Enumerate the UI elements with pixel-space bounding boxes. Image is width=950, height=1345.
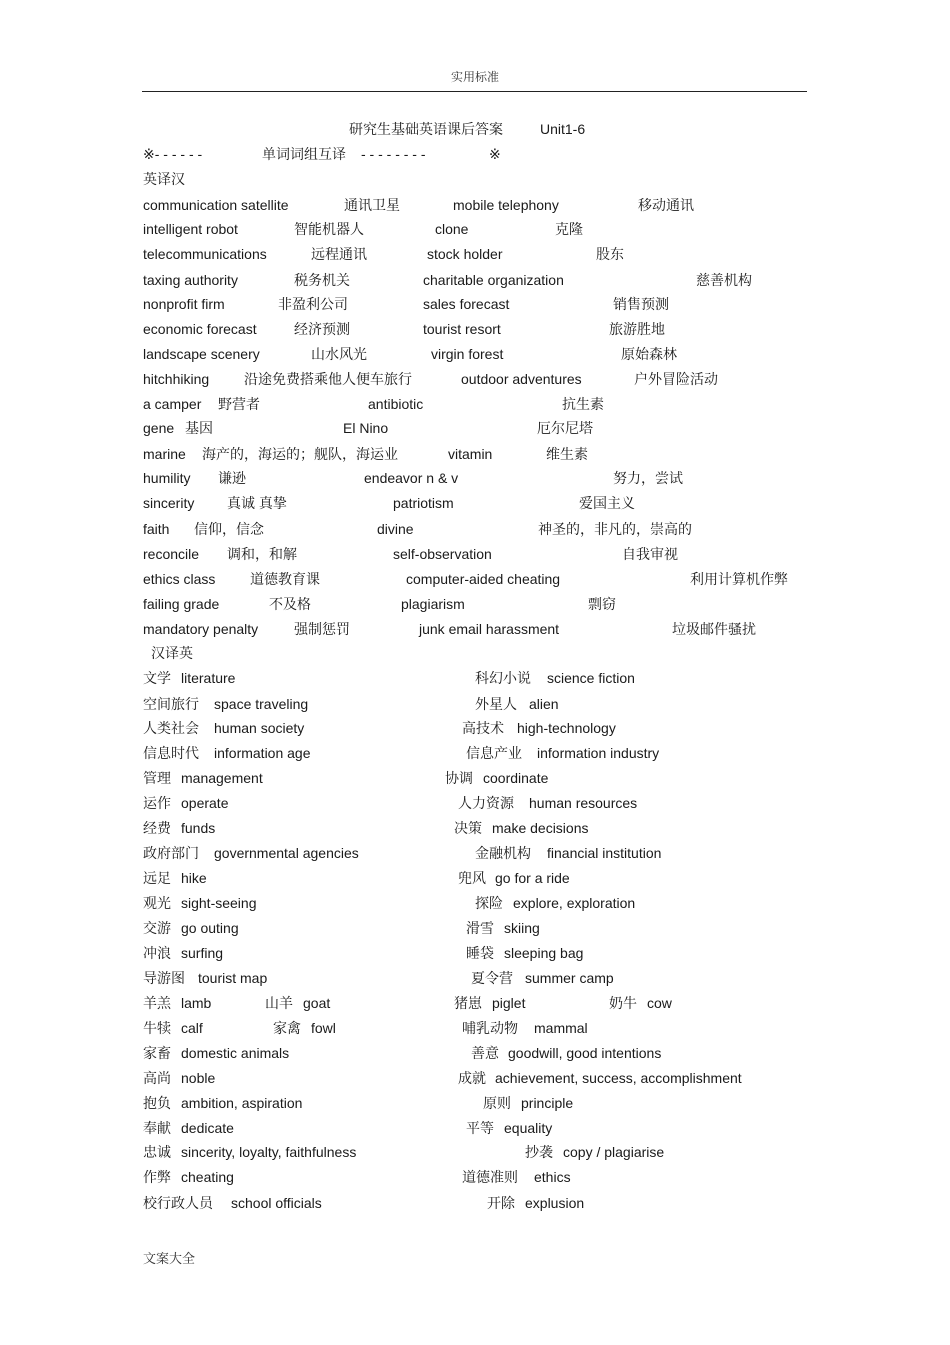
zh-translation: 强制惩罚 [294, 621, 350, 637]
en-term: reconcile [143, 546, 200, 562]
en-term: computer-aided cheating [406, 571, 561, 587]
zh-term: 人力资源 [458, 795, 514, 811]
header-divider [142, 91, 807, 92]
zh-translation: 通讯卫星 [344, 197, 400, 213]
en-translation: science fiction [547, 670, 635, 686]
en-translation: sleeping bag [504, 945, 584, 961]
zh-term: 哺乳动物 [462, 1020, 518, 1036]
en-translation: go for a ride [495, 870, 570, 886]
zh-term: 善意 [471, 1045, 499, 1061]
subtitle-heading: 单词词组互译 [262, 146, 346, 162]
en-term: mandatory penalty [143, 621, 259, 637]
zh-translation: 销售预测 [613, 296, 669, 312]
en-term: virgin forest [431, 346, 504, 362]
zh-term: 猪崽 [454, 995, 482, 1011]
zh-term: 冲浪 [143, 945, 171, 961]
zh-translation: 沿途免费搭乘他人便车旅行 [244, 371, 412, 387]
en-translation: lamb [181, 995, 212, 1011]
zh-translation: 非盈利公司 [278, 296, 348, 312]
zh-term: 平等 [466, 1120, 494, 1136]
zh-translation: 户外冒险活动 [634, 371, 718, 387]
zh-translation: 剽窃 [588, 596, 616, 612]
en-term: failing grade [143, 596, 220, 612]
zh-translation: 道德教育课 [250, 571, 320, 587]
en-term: plagiarism [401, 596, 465, 612]
en-term: intelligent robot [143, 221, 238, 237]
zh-term: 人类社会 [143, 720, 199, 736]
zh-term: 家禽 [273, 1020, 301, 1036]
zh-translation: 真诚 真挚 [227, 495, 287, 511]
en-translation: explore, exploration [513, 895, 636, 911]
zh-term: 探险 [475, 895, 503, 911]
en-translation: funds [181, 820, 216, 836]
en-translation: make decisions [492, 820, 589, 836]
zh-term: 金融机构 [475, 845, 531, 861]
en-translation: management [181, 770, 263, 786]
zh-term: 开除 [487, 1195, 515, 1211]
zh-term: 夏令营 [471, 970, 513, 986]
zh-term: 睡袋 [466, 945, 494, 961]
zh-translation: 原始森林 [621, 346, 677, 362]
en-term: endeavor n & v [364, 470, 459, 486]
zh-translation: 利用计算机作弊 [690, 571, 788, 587]
en-term: junk email harassment [419, 621, 560, 637]
en-term: stock holder [427, 246, 503, 262]
en-translation: equality [504, 1120, 553, 1136]
zh-term: 高尚 [143, 1070, 171, 1086]
en-translation: information age [214, 745, 311, 761]
zh-term: 原则 [483, 1095, 511, 1111]
en-term: taxing authority [143, 272, 238, 288]
zh-term: 家畜 [143, 1045, 171, 1061]
zh-translation: 经济预测 [294, 321, 350, 337]
zh-translation: 信仰，信念 [194, 521, 264, 537]
en-term: marine [143, 446, 186, 462]
en-translation: coordinate [483, 770, 549, 786]
en-translation: goodwill, good intentions [508, 1045, 662, 1061]
zh-term: 滑雪 [466, 920, 494, 936]
zh-translation: 慈善机构 [696, 272, 752, 288]
en-term: sales forecast [423, 296, 510, 312]
en-term: outdoor adventures [461, 371, 582, 387]
en-term: mobile telephony [453, 197, 559, 213]
subtitle-right-mark: ※ [489, 146, 501, 162]
zh-translation: 旅游胜地 [609, 321, 665, 337]
zh-term: 空间旅行 [143, 696, 199, 712]
en-translation: ambition, aspiration [181, 1095, 303, 1111]
en-term: ethics class [143, 571, 216, 587]
zh-translation: 垃圾邮件骚扰 [672, 621, 756, 637]
zh-term: 外星人 [475, 696, 517, 712]
en-term: vitamin [448, 446, 493, 462]
zh-translation: 不及格 [269, 596, 311, 612]
zh-translation: 维生素 [546, 446, 588, 462]
zh-translation: 自我审视 [622, 546, 678, 562]
en-translation: fowl [311, 1020, 336, 1036]
zh-translation: 厄尔尼塔 [537, 420, 593, 436]
zh-term: 科幻小说 [475, 670, 531, 686]
en-translation: go outing [181, 920, 239, 936]
zh-translation: 山水风光 [311, 346, 367, 362]
zh-translation: 智能机器人 [294, 221, 364, 237]
zh-translation: 谦逊 [218, 470, 246, 486]
page-footer: 文案大全 [143, 1251, 196, 1266]
en-term: self-observation [393, 546, 492, 562]
en-translation: human society [214, 720, 305, 736]
zh-term: 政府部门 [143, 845, 199, 861]
zh-term: 信息时代 [143, 745, 199, 761]
zh-translation: 税务机关 [294, 272, 350, 288]
section-zh-en-heading: 汉译英 [151, 645, 193, 661]
en-translation: school officials [231, 1195, 322, 1211]
section-en-zh-heading: 英译汉 [143, 171, 185, 187]
en-translation: skiing [504, 920, 540, 936]
en-translation: literature [181, 670, 236, 686]
zh-term: 作弊 [143, 1169, 171, 1185]
zh-term: 经费 [143, 820, 171, 836]
zh-translation: 调和，和解 [227, 546, 297, 562]
document-title: 研究生基础英语课后答案 [349, 121, 503, 137]
zh-term: 牛犊 [143, 1020, 171, 1036]
zh-translation: 抗生素 [562, 396, 604, 412]
en-translation: goat [303, 995, 331, 1011]
zh-term: 羊羔 [143, 995, 171, 1011]
en-term: telecommunications [143, 246, 267, 262]
en-term: sincerity [143, 495, 195, 511]
zh-term: 奶牛 [609, 995, 637, 1011]
zh-term: 忠诚 [143, 1144, 171, 1160]
zh-term: 兜风 [458, 870, 486, 886]
en-term: nonprofit firm [143, 296, 225, 312]
zh-translation: 野营者 [218, 396, 260, 412]
en-term: charitable organization [423, 272, 564, 288]
zh-translation: 海产的，海运的；舰队，海运业 [202, 446, 398, 462]
en-translation: ethics [534, 1169, 571, 1185]
en-term: patriotism [393, 495, 454, 511]
zh-term: 成就 [458, 1070, 486, 1086]
en-translation: calf [181, 1020, 203, 1036]
en-translation: noble [181, 1070, 216, 1086]
document-title-unit: Unit1-6 [540, 121, 586, 137]
en-translation: surfing [181, 945, 224, 961]
en-translation: financial institution [547, 845, 662, 861]
zh-translation: 神圣的，非凡的，崇高的 [538, 521, 692, 537]
en-translation: principle [521, 1095, 574, 1111]
en-translation: dedicate [181, 1120, 234, 1136]
zh-term: 道德准则 [462, 1169, 518, 1185]
zh-translation: 爱国主义 [579, 495, 635, 511]
subtitle-left-mark: ※- - - - - - [143, 146, 203, 162]
en-term: a camper [143, 396, 202, 412]
en-translation: copy / plagiarise [563, 1144, 665, 1160]
en-translation: operate [181, 795, 229, 811]
zh-term: 观光 [143, 895, 171, 911]
en-term: El Nino [343, 420, 389, 436]
en-translation: information industry [537, 745, 660, 761]
en-term: landscape scenery [143, 346, 260, 362]
en-term: antibiotic [368, 396, 424, 412]
page-header: 实用标准 [450, 70, 499, 84]
en-translation: mammal [534, 1020, 588, 1036]
en-term: economic forecast [143, 321, 257, 337]
zh-translation: 努力，尝试 [613, 470, 683, 486]
en-term: hitchhiking [143, 371, 210, 387]
en-translation: cow [647, 995, 672, 1011]
en-translation: space traveling [214, 696, 309, 712]
zh-term: 管理 [143, 770, 171, 786]
en-term: communication satellite [143, 197, 289, 213]
en-translation: tourist map [198, 970, 268, 986]
en-translation: piglet [492, 995, 526, 1011]
en-term: divine [377, 521, 414, 537]
en-translation: sincerity, loyalty, faithfulness [181, 1144, 357, 1160]
en-term: tourist resort [423, 321, 501, 337]
zh-translation: 克隆 [555, 221, 583, 237]
en-translation: summer camp [525, 970, 614, 986]
zh-term: 高技术 [462, 720, 504, 736]
zh-term: 文学 [143, 670, 171, 686]
en-term: clone [435, 221, 469, 237]
zh-term: 抄袭 [525, 1144, 553, 1160]
en-term: humility [143, 470, 191, 486]
en-term: gene [143, 420, 175, 436]
en-translation: alien [529, 696, 559, 712]
zh-translation: 股东 [596, 246, 624, 262]
zh-term: 决策 [454, 820, 482, 836]
en-term: faith [143, 521, 170, 537]
en-translation: high-technology [517, 720, 616, 736]
en-translation: sight-seeing [181, 895, 257, 911]
en-translation: domestic animals [181, 1045, 290, 1061]
en-translation: cheating [181, 1169, 234, 1185]
zh-term: 远足 [143, 870, 171, 886]
en-translation: explusion [525, 1195, 585, 1211]
zh-term: 协调 [445, 770, 473, 786]
zh-term: 交游 [143, 920, 171, 936]
zh-term: 导游图 [143, 970, 185, 986]
zh-term: 奉献 [143, 1120, 171, 1136]
zh-translation: 基因 [185, 420, 213, 436]
en-translation: hike [181, 870, 207, 886]
en-translation: human resources [529, 795, 638, 811]
zh-translation: 移动通讯 [638, 197, 694, 213]
zh-translation: 远程通讯 [311, 246, 367, 262]
en-translation: achievement, success, accomplishment [495, 1070, 742, 1086]
subtitle-dashes: - - - - - - - - [361, 146, 426, 162]
zh-term: 运作 [143, 795, 171, 811]
en-translation: governmental agencies [214, 845, 359, 861]
zh-term: 山羊 [265, 995, 293, 1011]
zh-term: 抱负 [143, 1095, 171, 1111]
zh-term: 信息产业 [466, 745, 522, 761]
zh-term: 校行政人员 [143, 1195, 213, 1211]
